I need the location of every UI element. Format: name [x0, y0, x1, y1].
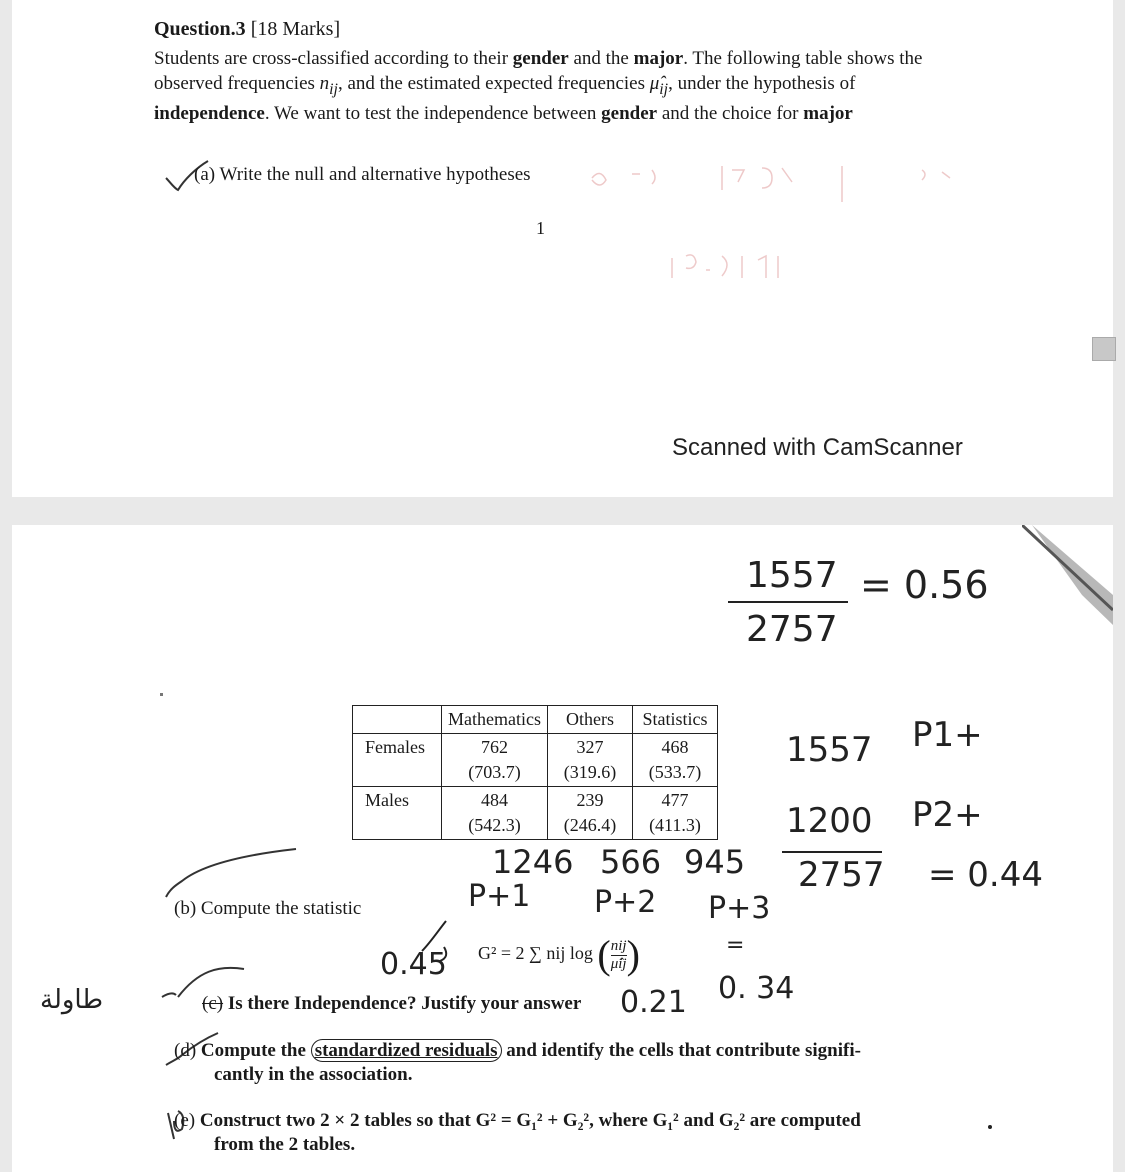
- row-header: Males: [353, 787, 442, 840]
- handwritten-fraction-result: = 0.56: [860, 563, 989, 607]
- table-cell: [442, 734, 548, 787]
- part-d-label: (d): [174, 1040, 197, 1061]
- scanned-page-2: [12, 525, 1113, 1172]
- observed-value: 477: [661, 790, 689, 810]
- handwritten-col-p: P+3: [708, 891, 771, 926]
- question-marks: [18 Marks]: [250, 18, 341, 40]
- handwritten-col-total: 566: [600, 843, 662, 881]
- expected-value: (542.3): [468, 815, 521, 835]
- part-a-text: Write the null and alternative hypotheses: [219, 164, 531, 185]
- part-d-line-1: [174, 1039, 861, 1063]
- table-cell: [632, 734, 717, 787]
- part-e-text: Construct two: [199, 1110, 316, 1131]
- row-header: Females: [353, 734, 442, 787]
- table-cell: [632, 787, 717, 840]
- column-header: Others: [547, 706, 632, 734]
- part-b-text: Compute the statistic: [200, 898, 362, 919]
- sum-line: [782, 851, 882, 853]
- body-keyword-major: major: [803, 102, 853, 124]
- part-d-text: Compute the: [200, 1040, 311, 1061]
- part-d-text: the cells that contribute signifi-: [603, 1040, 861, 1061]
- body-text: . The following table shows the observed frequencies: [154, 48, 923, 94]
- column-header: Mathematics: [442, 706, 548, 734]
- handwritten-grand-total: 2757: [798, 855, 885, 895]
- table-row: [353, 787, 718, 840]
- body-text: . We want to test the independence between: [264, 102, 602, 124]
- right-paren: ): [626, 932, 640, 977]
- part-a-label: (a): [194, 164, 216, 185]
- part-b-label: (b): [174, 898, 197, 919]
- bleed-through-marks: [582, 160, 962, 310]
- body-keyword-gender: gender: [512, 48, 569, 69]
- question-body: [154, 47, 944, 126]
- part-e-label: (e): [174, 1110, 196, 1131]
- body-symbol-subscript: ij: [329, 80, 338, 98]
- g2-fraction: [611, 938, 627, 973]
- part-d-line-2: cantly in the association.: [214, 1064, 413, 1085]
- part-e: [174, 1109, 861, 1157]
- pen-edge: [1022, 525, 1113, 645]
- scan-artifact: [1092, 337, 1116, 361]
- scanner-watermark: Scanned with CamScanner: [672, 434, 963, 461]
- observed-value: 762: [480, 737, 508, 757]
- speck: [160, 693, 163, 696]
- handwritten-value: 0. 34: [718, 971, 795, 1006]
- left-paren: (: [597, 932, 611, 977]
- handwritten-fraction-numerator: 1557: [746, 555, 838, 596]
- observed-value: 239: [576, 790, 604, 810]
- scribble: [416, 917, 456, 967]
- handwritten-equals: =: [726, 933, 745, 958]
- part-d-text: and: [501, 1040, 542, 1061]
- handwritten-grand-result: = 0.44: [928, 855, 1043, 895]
- handwritten-value: 0.45: [380, 947, 447, 982]
- part-d: [174, 1039, 861, 1087]
- checkmark-icon: [162, 845, 302, 905]
- part-c: [202, 993, 581, 1015]
- expected-value: (319.6): [563, 762, 617, 782]
- table-row: [353, 734, 718, 787]
- observed-value: 327: [576, 737, 604, 757]
- question-title: [154, 18, 340, 41]
- part-e-line-1: [174, 1109, 861, 1133]
- scanned-page-1: [12, 0, 1113, 497]
- g2-formula-text: G² = 2 ∑ nij log: [478, 943, 593, 964]
- body-keyword-independence: independence: [154, 102, 265, 124]
- fraction-bar: [728, 601, 848, 603]
- body-text: Students are cross-classified according to their: [154, 48, 513, 69]
- table-cell: [547, 787, 632, 840]
- handwritten-row1-p: P1+: [912, 715, 983, 755]
- body-text: and the choice for: [657, 102, 804, 124]
- handwritten-arabic-note: طاولة: [40, 985, 104, 1015]
- body-text: and the: [568, 48, 634, 69]
- part-c-text: Is there Independence? Justify your answer: [227, 993, 582, 1014]
- part-d-standardized-residuals: standardized residuals: [311, 1039, 502, 1062]
- speck: [988, 1125, 992, 1129]
- expected-value: (703.7): [468, 762, 521, 782]
- part-e-line-2: from the 2 tables.: [214, 1134, 356, 1155]
- observed-value: 484: [480, 790, 508, 810]
- table-corner-cell: [353, 706, 442, 734]
- table-cell: [442, 787, 548, 840]
- body-keyword-major: major: [633, 48, 684, 69]
- body-keyword-gender: gender: [601, 102, 658, 124]
- part-b: [174, 898, 361, 920]
- expected-value: (411.3): [649, 815, 701, 835]
- handwritten-col-p: P+1: [468, 879, 531, 914]
- contingency-table: [352, 705, 718, 840]
- expected-value: (533.7): [648, 762, 702, 782]
- handwritten-fraction-denominator: 2757: [746, 609, 838, 650]
- part-e-text: 2 × 2 tables so that G² = G₁² + G₂², where G₁² and G₂² are computed: [315, 1110, 861, 1131]
- observed-value: 468: [661, 737, 689, 757]
- handwritten-col-total: 945: [684, 843, 746, 881]
- expected-value: (246.4): [563, 815, 617, 835]
- handwritten-value: 0.21: [620, 985, 687, 1020]
- column-header: Statistics: [632, 706, 717, 734]
- table-cell: [547, 734, 632, 787]
- question-number: Question.3: [154, 18, 246, 40]
- handwritten-row2-total: 1200: [786, 801, 873, 841]
- handwritten-row1-total: 1557: [786, 730, 873, 770]
- table-header-row: [353, 706, 718, 734]
- part-c-label: (c): [202, 993, 224, 1014]
- part-a: [194, 164, 531, 186]
- body-text: , and the estimated expected frequencies: [337, 72, 650, 94]
- g2-fraction-den: μ̂ij: [610, 955, 627, 972]
- g2-formula: [478, 932, 640, 977]
- g2-fraction-num: nij: [610, 937, 627, 954]
- body-symbol-subscript: ij: [659, 80, 669, 98]
- handwritten-col-total: 1246: [492, 843, 574, 881]
- body-symbol-mu: μ̂: [649, 72, 660, 94]
- page-number: 1: [536, 218, 545, 238]
- body-text: , under the hypothesis of: [668, 72, 856, 94]
- handwritten-row2-p: P2+: [912, 795, 983, 835]
- body-symbol-n: n: [319, 72, 330, 94]
- handwritten-col-p: P+2: [594, 885, 657, 920]
- part-d-identify: identify: [541, 1040, 604, 1061]
